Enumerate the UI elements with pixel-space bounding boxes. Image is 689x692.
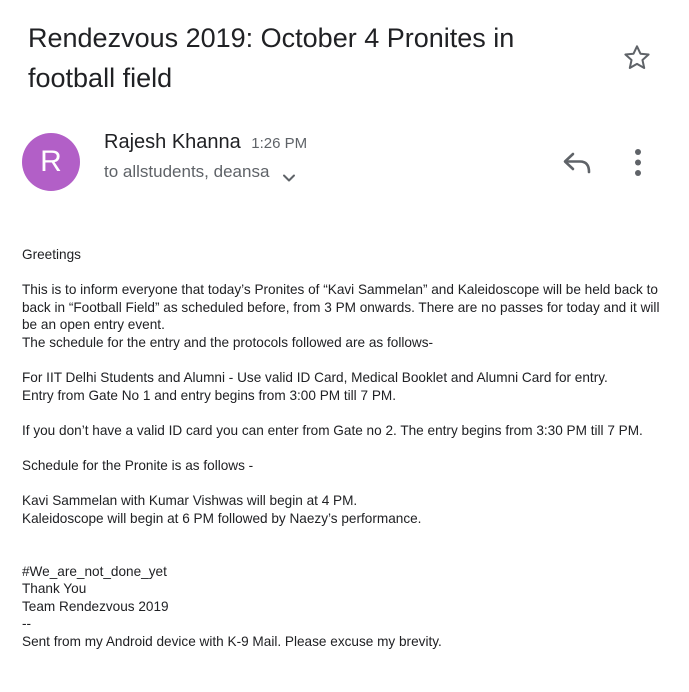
greeting: Greetings — [22, 247, 81, 262]
more-vert-icon[interactable] — [628, 148, 648, 178]
body-paragraph: Kavi Sammelan with Kumar Vishwas will begin at 4 PM. — [22, 493, 358, 509]
body-paragraph: Kaleidoscope will begin at 6 PM followed by Naezy’s performance. — [22, 510, 422, 526]
body-paragraph: For IIT Delhi Students and Alumni - Use valid ID Card, Medical Booklet and Alumni Card for entry. — [22, 370, 608, 386]
avatar[interactable]: R — [22, 133, 80, 191]
body-paragraph: If you don’t have a valid ID card you can enter from Gate no 2. The entry begins from 3:30 PM till 7 PM. — [22, 422, 643, 438]
sender-line — [104, 131, 307, 154]
signature-separator: -- — [22, 616, 32, 632]
body-paragraph: Entry from Gate No 1 and entry begins from 3:00 PM till 7 PM. — [22, 387, 396, 403]
email-body — [22, 246, 662, 651]
email-subject: Rendezvous 2019: October 4 Pronites in football field — [28, 23, 515, 93]
body-paragraph: Schedule for the Pronite is as follows - — [22, 458, 254, 474]
hashtag: #We_are_not_done_yet — [22, 563, 167, 579]
chevron-down-icon[interactable] — [282, 168, 296, 178]
team-line: Team Rendezvous 2019 — [22, 598, 169, 614]
sent-time: 1:26 PM — [251, 135, 308, 152]
star-icon[interactable] — [620, 42, 654, 74]
thanks-line: Thank You — [22, 581, 87, 597]
reply-icon[interactable] — [560, 148, 594, 178]
sender-name[interactable]: Rajesh Khanna — [104, 131, 241, 153]
recipients-text: to allstudents, deansa — [104, 162, 270, 181]
signature: Sent from my Android device with K-9 Mail. Please excuse my brevity. — [22, 634, 442, 650]
body-paragraph: This is to inform everyone that today’s Pronites of “Kavi Sammelan” and Kaleidoscope will be held back to back in “Football Field” as scheduled before, from 3 PM onwards. There are no passes for today and it will be an open entry event. — [22, 282, 664, 333]
body-paragraph: The schedule for the entry and the protocols followed are as follows- — [22, 334, 434, 350]
recipients-toggle[interactable] — [104, 162, 296, 182]
